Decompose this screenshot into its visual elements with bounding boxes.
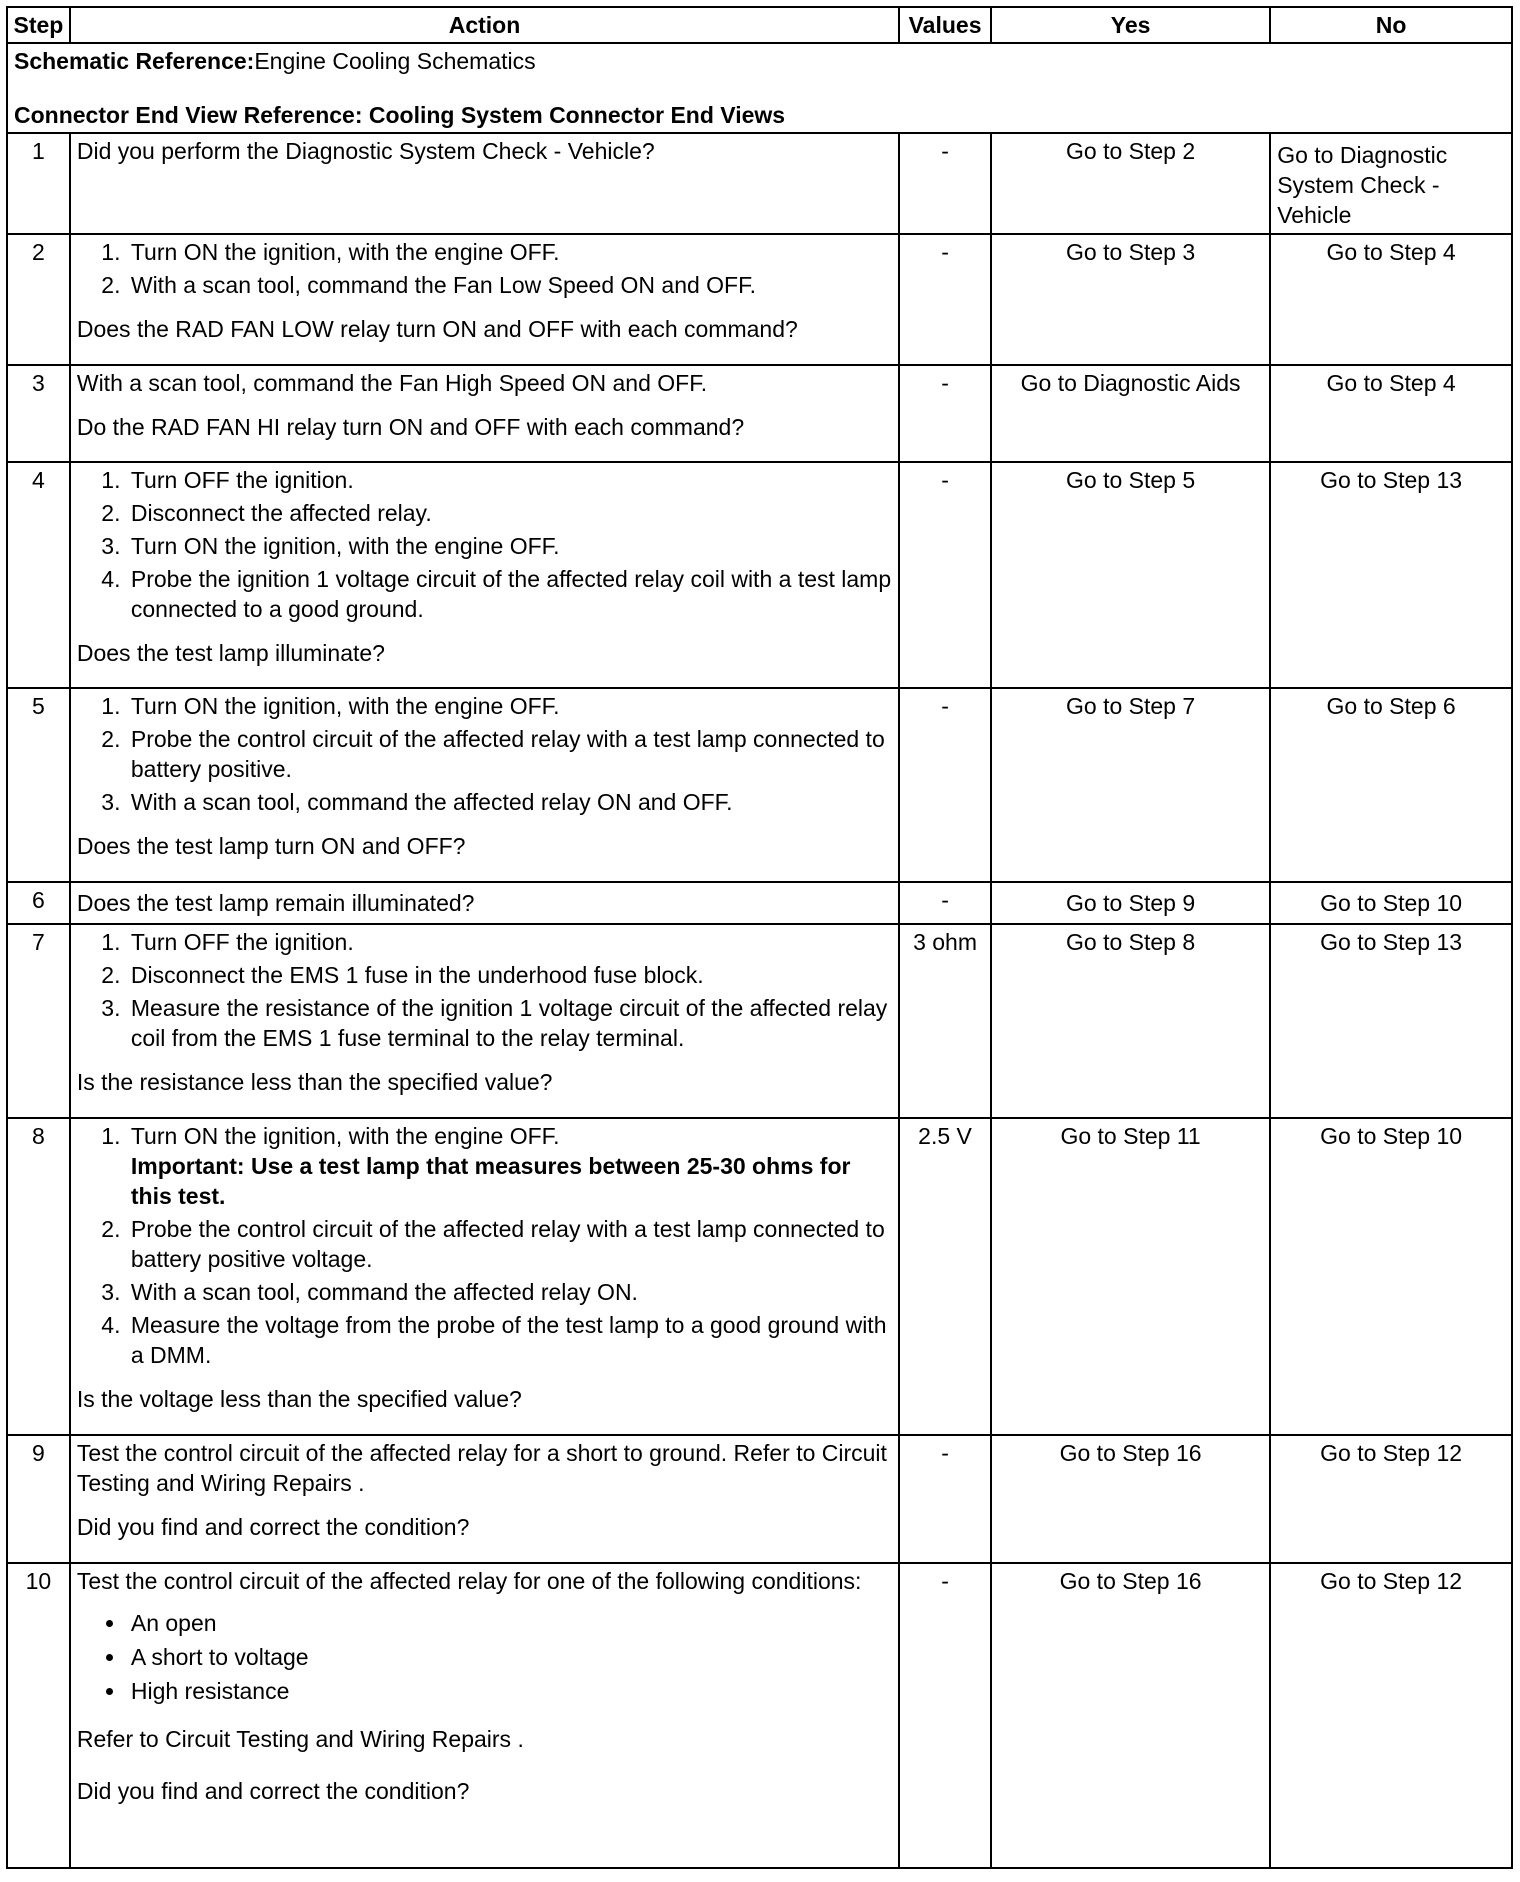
header-action: Action (70, 7, 899, 43)
yes-link[interactable]: Go to Step 2 (991, 133, 1270, 234)
yes-link[interactable]: Go to Step 7 (991, 688, 1270, 882)
step-number: 5 (7, 688, 70, 882)
list-item: • An open (127, 1608, 892, 1638)
action-step: 3. Turn ON the ignition, with the engine OFF. (127, 531, 892, 561)
action-cell (70, 1435, 899, 1563)
action-step: 3. With a scan tool, command the affected relay ON and OFF. (127, 787, 892, 817)
action-steps (77, 691, 892, 817)
value-cell: - (899, 234, 991, 365)
value-cell: 2.5 V (899, 1118, 991, 1435)
action-question: Is the voltage less than the specified value? (76, 1386, 522, 1412)
condition-list (77, 1608, 892, 1706)
action-step: 2. Disconnect the EMS 1 fuse in the underhood fuse block. (127, 960, 892, 990)
table-row (7, 688, 1512, 882)
action-cell (70, 882, 899, 924)
action-steps (77, 237, 892, 300)
value-cell: - (899, 462, 991, 688)
important-note: Important: Use a test lamp that measures between 25-30 ohms for this test. (130, 1153, 851, 1209)
table-row (7, 365, 1512, 462)
action-step: 2. With a scan tool, command the Fan Low Speed ON and OFF. (127, 270, 892, 300)
no-link[interactable]: Go to Step 10 (1270, 882, 1512, 924)
action-question: Did you find and correct the condition? (76, 1778, 470, 1804)
action-cell (70, 924, 899, 1118)
action-step: 2. Disconnect the affected relay. (127, 498, 892, 528)
table-row (7, 882, 1512, 924)
no-link[interactable]: Go to Step 6 (1270, 688, 1512, 882)
no-link[interactable]: Go to Diagnostic System Check - Vehicle (1270, 133, 1512, 234)
action-step: 3. Measure the resistance of the ignition 1 voltage circuit of the affected relay coil from the EMS 1 fuse terminal to the relay terminal. (127, 993, 892, 1053)
no-link[interactable]: Go to Step 13 (1270, 924, 1512, 1118)
no-link[interactable]: Go to Step 12 (1270, 1435, 1512, 1563)
action-question: Does the test lamp remain illuminated? (76, 890, 475, 916)
yes-link[interactable]: Go to Step 8 (991, 924, 1270, 1118)
value-cell: - (899, 365, 991, 462)
action-step: 1. Turn ON the ignition, with the engine OFF. Important: Use a test lamp that measures between 25-30 ohms for this test. (127, 1121, 892, 1211)
table-row (7, 234, 1512, 365)
yes-link[interactable]: Go to Step 16 (991, 1435, 1270, 1563)
action-steps (77, 465, 892, 624)
yes-link[interactable]: Go to Step 3 (991, 234, 1270, 365)
table-row (7, 133, 1512, 234)
action-cell (70, 234, 899, 365)
action-step: 2. Probe the control circuit of the affected relay with a test lamp connected to battery positive. (127, 724, 892, 784)
yes-link[interactable]: Go to Step 11 (991, 1118, 1270, 1435)
action-question: Did you perform the Diagnostic System Check - Vehicle? (76, 138, 655, 164)
action-cell (70, 133, 899, 234)
action-question: Does the RAD FAN LOW relay turn ON and OFF with each command? (76, 316, 798, 342)
yes-link[interactable]: Go to Step 16 (991, 1563, 1270, 1868)
action-cell (70, 365, 899, 462)
no-link[interactable]: Go to Step 10 (1270, 1118, 1512, 1435)
action-cell (70, 1118, 899, 1435)
list-item: • High resistance (127, 1676, 892, 1706)
yes-link[interactable]: Go to Step 9 (991, 882, 1270, 924)
step-number: 7 (7, 924, 70, 1118)
table-row (7, 1118, 1512, 1435)
refer-link[interactable]: Refer to Circuit Testing and Wiring Repairs . (76, 1726, 524, 1752)
no-link[interactable]: Go to Step 13 (1270, 462, 1512, 688)
header-step: Step (7, 7, 70, 43)
diagnostic-table-page (6, 6, 1513, 1869)
no-link[interactable]: Go to Step 4 (1270, 234, 1512, 365)
action-question: Does the test lamp turn ON and OFF? (76, 833, 466, 859)
value-cell: - (899, 1435, 991, 1563)
action-cell (70, 1563, 899, 1868)
action-step: 4. Probe the ignition 1 voltage circuit of the affected relay coil with a test lamp connected to a good ground. (127, 564, 892, 624)
header-no: No (1270, 7, 1512, 43)
step-number: 6 (7, 882, 70, 924)
reference-row (7, 43, 1512, 133)
table-row (7, 924, 1512, 1118)
action-step: 1. Turn OFF the ignition. (127, 927, 892, 957)
action-steps (77, 927, 892, 1053)
header-yes: Yes (991, 7, 1270, 43)
connector-reference: Connector End View Reference: Cooling System Connector End Views (14, 102, 786, 128)
yes-link[interactable]: Go to Step 5 (991, 462, 1270, 688)
schematic-reference-link[interactable]: Engine Cooling Schematics (254, 48, 536, 74)
action-cell (70, 462, 899, 688)
action-step: 1. Turn OFF the ignition. (127, 465, 892, 495)
action-question: Did you find and correct the condition? (76, 1514, 470, 1540)
value-cell: - (899, 133, 991, 234)
action-question: Does the test lamp illuminate? (76, 640, 385, 666)
step-number: 4 (7, 462, 70, 688)
action-instruction: Test the control circuit of the affected relay for a short to ground. Refer to Circuit Testing and Wiring Repairs . (76, 1440, 887, 1496)
action-cell (70, 688, 899, 882)
action-question: Do the RAD FAN HI relay turn ON and OFF with each command? (76, 414, 745, 440)
value-cell: - (899, 1563, 991, 1868)
value-cell: - (899, 882, 991, 924)
value-cell: - (899, 688, 991, 882)
action-step: 1. Turn ON the ignition, with the engine OFF. (127, 691, 892, 721)
action-step: 3. With a scan tool, command the affected relay ON. (127, 1277, 892, 1307)
step-number: 9 (7, 1435, 70, 1563)
action-step: 2. Probe the control circuit of the affected relay with a test lamp connected to battery positive voltage. (127, 1214, 892, 1274)
step-number: 1 (7, 133, 70, 234)
table-row (7, 1435, 1512, 1563)
list-item: • A short to voltage (127, 1642, 892, 1672)
action-step: 4. Measure the voltage from the probe of the test lamp to a good ground with a DMM. (127, 1310, 892, 1370)
reference-cell (7, 43, 1512, 133)
step-number: 8 (7, 1118, 70, 1435)
action-step: 1. Turn ON the ignition, with the engine OFF. (127, 237, 892, 267)
table-row (7, 1563, 1512, 1868)
step-number: 10 (7, 1563, 70, 1868)
action-steps (77, 1121, 892, 1370)
step-number: 2 (7, 234, 70, 365)
action-instruction: Test the control circuit of the affected relay for one of the following conditions: (76, 1568, 862, 1594)
step-number: 3 (7, 365, 70, 462)
action-question: Is the resistance less than the specified value? (76, 1069, 553, 1095)
table-row (7, 462, 1512, 688)
schematic-reference: Schematic Reference:Engine Cooling Schematics (14, 48, 536, 74)
yes-link[interactable]: Go to Diagnostic Aids (991, 365, 1270, 462)
action-instruction: With a scan tool, command the Fan High Speed ON and OFF. (76, 370, 708, 396)
diagnostic-table (6, 6, 1513, 1869)
value-cell: 3 ohm (899, 924, 991, 1118)
header-row (7, 7, 1512, 43)
header-values: Values (899, 7, 991, 43)
no-link[interactable]: Go to Step 12 (1270, 1563, 1512, 1868)
no-link[interactable]: Go to Step 4 (1270, 365, 1512, 462)
